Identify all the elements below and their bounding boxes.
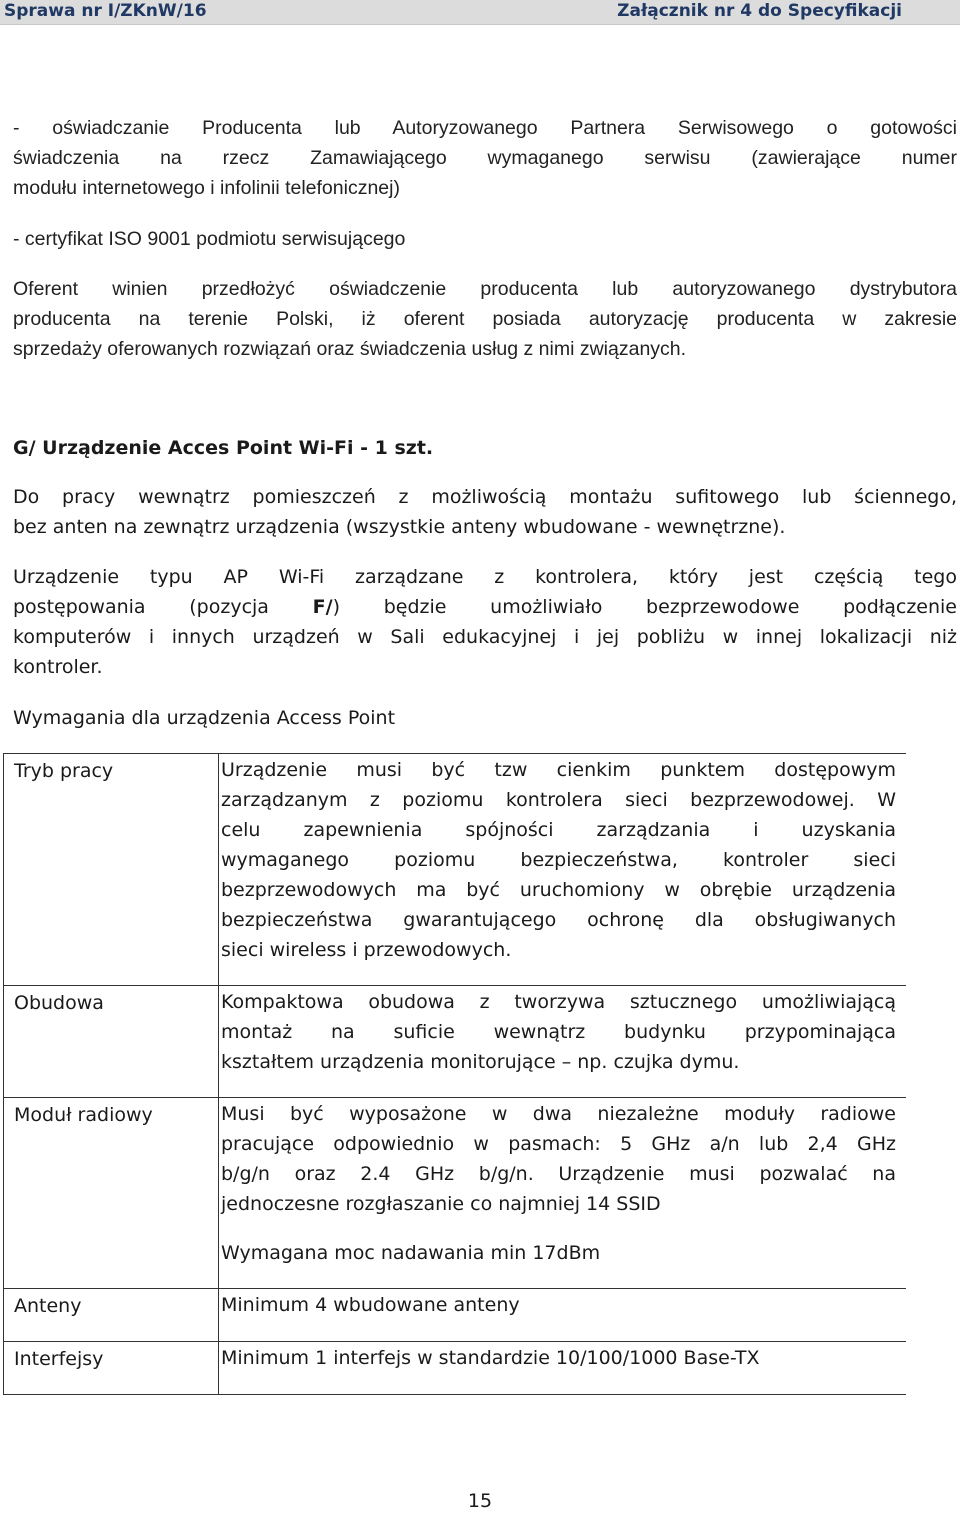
device-description-paragraph: [13, 562, 957, 682]
bullet-service-statement: [13, 113, 957, 203]
label-text: Interfejsy: [14, 1348, 104, 1370]
text-line: komputerów i innych urządzeń w Sali edukacyjnej i jej pobliżu w innej lokalizacji niż: [13, 626, 957, 648]
text-line: Oferent winien przedłożyć oświadczenie producenta lub autoryzowanego dystrybutora: [13, 278, 957, 300]
label-text: Obudowa: [14, 992, 104, 1014]
table-row: [4, 986, 907, 1098]
text-line: [13, 592, 957, 622]
row-label: [4, 986, 219, 1098]
text-line: kształtem urządzenia monitorujące – np. czujka dymu.: [221, 1051, 740, 1073]
label-text: Moduł radiowy: [14, 1104, 153, 1126]
text-span: postępowania (pozycja: [13, 596, 313, 618]
row-label: [4, 754, 219, 986]
heading-text: G/ Urządzenie Acces Point Wi-Fi - 1 szt.: [13, 437, 434, 459]
text-line: zarządzanym z poziomu kontrolera sieci bezprzewodowej. W: [221, 789, 896, 811]
text-line: producenta na terenie Polski, iż oferent posiada autoryzację producenta w zakresie: [13, 308, 957, 330]
requirements-table: [3, 753, 906, 1395]
text-line: Do pracy wewnątrz pomieszczeń z możliwością montażu sufitowego lub ściennego,: [13, 486, 957, 508]
row-value: [219, 754, 907, 986]
text-line: Minimum 4 wbudowane anteny: [221, 1294, 520, 1316]
text-line: Musi być wyposażone w dwa niezależne moduły radiowe: [221, 1103, 896, 1125]
text-line: sieci wireless i przewodowych.: [221, 939, 512, 961]
text-line: - certyfikat ISO 9001 podmiotu serwisującego: [13, 228, 406, 250]
label-text: Anteny: [14, 1295, 82, 1317]
label-text: Tryb pracy: [14, 760, 114, 782]
text-line: bezpieczeństwa gwarantującego ochronę dla obsługiwanych: [221, 909, 896, 931]
text-line: montaż na suficie wewnątrz budynku przypominająca: [221, 1021, 896, 1043]
row-value: [219, 1342, 907, 1395]
text-span: ) będzie umożliwiało bezprzewodowe podłączenie: [332, 596, 957, 618]
row-label: [4, 1342, 219, 1395]
page-number: 15: [467, 1490, 493, 1512]
row-value: [219, 1289, 907, 1342]
section-heading: [13, 433, 957, 463]
text-line: modułu internetowego i infolinii telefonicznej): [13, 177, 400, 199]
row-label: [4, 1098, 219, 1289]
text-line: b/g/n oraz 2.4 GHz b/g/n. Urządzenie musi pozwalać na: [221, 1163, 896, 1185]
text-line: wymaganego poziomu bezpieczeństwa, kontroler sieci: [221, 849, 896, 871]
position-ref: F/: [312, 596, 333, 618]
offer-paragraph: [13, 274, 957, 364]
text-line: Urządzenie typu AP Wi-Fi zarządzane z kontrolera, który jest częścią tego: [13, 566, 957, 588]
text-line: Minimum 1 interfejs w standardzie 10/100/1000 Base-TX: [221, 1347, 760, 1369]
text-line: Urządzenie musi być tzw cienkim punktem dostępowym: [221, 759, 896, 781]
text-line: bezprzewodowych ma być uruchomiony w obrębie urządzenia: [221, 879, 896, 901]
attachment-label: Załącznik nr 4 do Specyfikacji: [617, 1, 902, 21]
mounting-paragraph: [13, 482, 957, 542]
row-value: [219, 986, 907, 1098]
table-row: [4, 754, 907, 986]
text-line: bez anten na zewnątrz urządzenia (wszystkie anteny wbudowane - wewnętrzne).: [13, 516, 786, 538]
table-row: [4, 1342, 907, 1395]
requirements-title: [13, 703, 957, 733]
text-line: Wymagania dla urządzenia Access Point: [13, 707, 396, 729]
table-row: [4, 1098, 907, 1289]
table-row: [4, 1289, 907, 1342]
transmit-power-text: Wymagana moc nadawania min 17dBm: [221, 1242, 601, 1264]
case-number: Sprawa nr I/ZKnW/16: [4, 1, 207, 21]
text-line: jednoczesne rozgłaszanie co najmniej 14 SSID: [221, 1193, 661, 1215]
text-line: świadczenia na rzecz Zamawiającego wymaganego serwisu (zawierające numer: [13, 147, 957, 169]
text-line: kontroler.: [13, 656, 103, 678]
text-line: - oświadczanie Producenta lub Autoryzowanego Partnera Serwisowego o gotowości: [13, 117, 957, 139]
text-line: Kompaktowa obudowa z tworzywa sztucznego umożliwiającą: [221, 991, 896, 1013]
text-line: celu zapewnienia spójności zarządzania i uzyskania: [221, 819, 896, 841]
row-value: [219, 1098, 907, 1289]
row-label: [4, 1289, 219, 1342]
bullet-iso-certificate: [13, 224, 957, 254]
text-line: pracujące odpowiednio w pasmach: 5 GHz a/n lub 2,4 GHz: [221, 1133, 896, 1155]
text-line: sprzedaży oferowanych rozwiązań oraz świadczenia usług z nimi związanych.: [13, 338, 687, 360]
page-header: [0, 0, 960, 25]
